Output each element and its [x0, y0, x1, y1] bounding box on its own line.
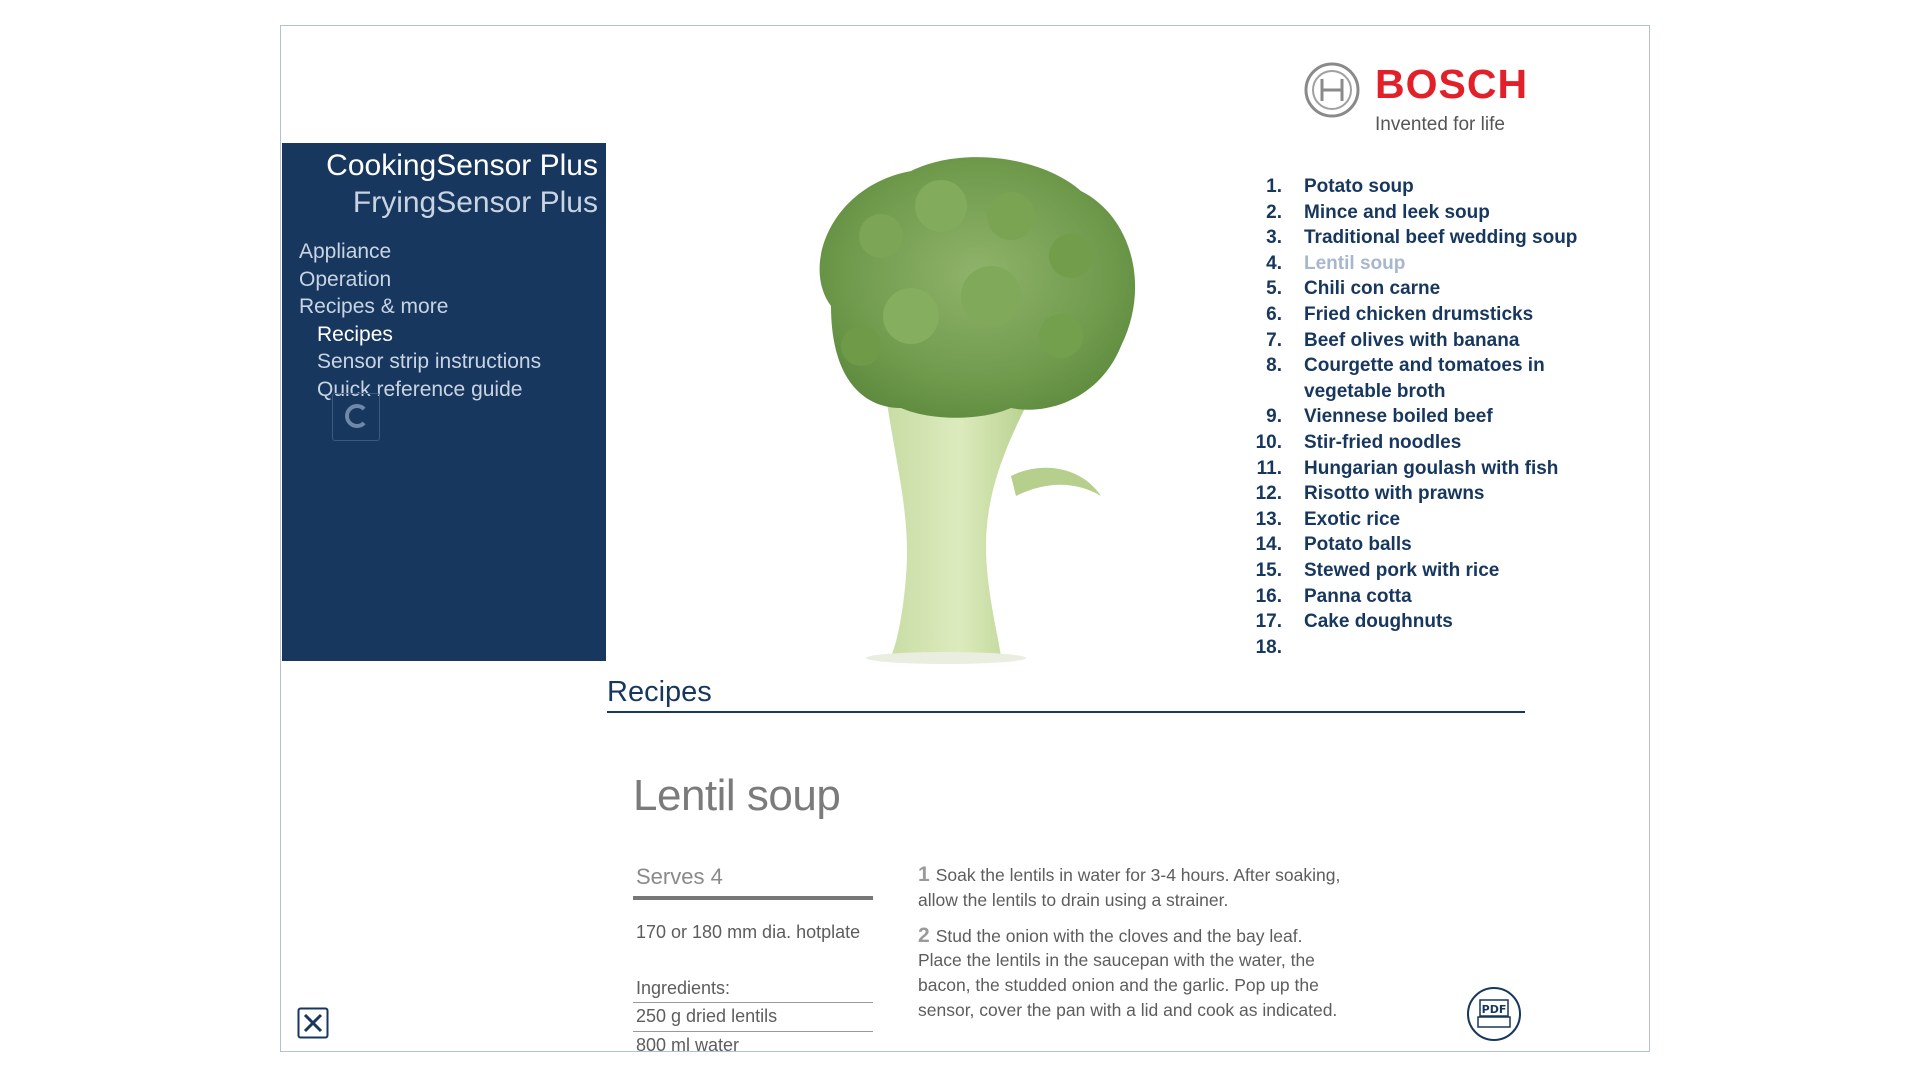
section-divider	[607, 711, 1525, 713]
nav-item-appliance[interactable]: Appliance	[299, 240, 392, 263]
recipe-item-lentil-soup[interactable]: 4. Lentil soup	[1266, 252, 1406, 274]
viewer-frame	[280, 25, 1650, 1052]
recipe-item-courgette-tomatoes[interactable]: 8. Courgette and tomatoes in vegetable broth	[1266, 355, 1545, 402]
recipe-item-beef-olives[interactable]: 7. Beef olives with banana	[1266, 329, 1520, 351]
brand-name: BOSCH	[1375, 61, 1529, 107]
recipe-item-hungarian-goulash[interactable]: 11. Hungarian goulash with fish	[1256, 457, 1559, 479]
recipe-item-risotto-prawns[interactable]: 12. Risotto with prawns	[1255, 483, 1485, 505]
ingredient-item: 800 ml water	[636, 1035, 740, 1051]
recipe-item-18[interactable]: 18.	[1255, 636, 1282, 658]
recipe-item-fried-chicken[interactable]: 6. Fried chicken drumsticks	[1266, 303, 1534, 325]
section-title: Recipes	[607, 676, 712, 708]
recipe-title: Lentil soup	[633, 771, 841, 820]
product-title-cooking-sensor: CookingSensor Plus	[326, 149, 598, 182]
ingredients-heading: Ingredients:	[636, 978, 731, 998]
svg-text:PDF: PDF	[1481, 1003, 1507, 1016]
recipe-item-exotic-rice[interactable]: 13. Exotic rice	[1255, 508, 1401, 530]
sidebar-nav	[299, 238, 541, 403]
nav-item-sensor-strip-instructions[interactable]: Sensor strip instructions	[317, 350, 542, 373]
serves-label: Serves 4	[636, 864, 723, 889]
recipe-item-beef-wedding-soup[interactable]: 3. Traditional beef wedding soup	[1266, 227, 1578, 249]
serves-divider	[633, 896, 873, 900]
product-title-frying-sensor: FryingSensor Plus	[352, 186, 598, 219]
bosch-logo-icon	[1303, 61, 1548, 141]
ingredients-divider	[633, 1031, 873, 1032]
recipe-item-stewed-pork[interactable]: 15. Stewed pork with rice	[1255, 559, 1500, 581]
nav-item-operation[interactable]: Operation	[299, 267, 392, 291]
recipe-item-cake-doughnuts[interactable]: 17. Cake doughnuts	[1255, 611, 1453, 633]
pdf-icon	[1466, 986, 1522, 1042]
recipe-item-potato-balls[interactable]: 14. Potato balls	[1255, 534, 1412, 556]
brand-tagline: Invented for life	[1375, 114, 1505, 135]
ingredient-item: 250 g dried lentils	[636, 1006, 778, 1026]
hotplate-size: 170 or 180 mm dia. hotplate	[636, 922, 861, 942]
pdf-download-button[interactable]	[1466, 986, 1522, 1042]
recipe-steps	[918, 863, 1348, 1034]
ingredients-divider	[633, 1002, 873, 1003]
recipe-item-stir-fried-noodles[interactable]: 10. Stir-fried noodles	[1255, 431, 1462, 453]
recipe-item-chili-con-carne[interactable]: 5. Chili con carne	[1266, 278, 1441, 300]
sidebar	[282, 143, 606, 661]
recipe-item-panna-cotta[interactable]: 16. Panna cotta	[1255, 585, 1412, 607]
nav-item-quick-reference-guide[interactable]: Quick reference guide	[317, 377, 523, 401]
recipe-item-potato-soup[interactable]: 1. Potato soup	[1266, 176, 1414, 197]
nav-item-recipes-more[interactable]: Recipes & more	[299, 295, 449, 318]
broccoli-image	[681, 146, 1231, 666]
close-icon	[297, 1007, 329, 1039]
recipe-list	[1236, 174, 1616, 666]
nav-item-recipes[interactable]: Recipes	[317, 322, 393, 346]
recipe-step: 2 Stud the onion with the cloves and the bay leaf. Place the lentils in the saucepan with the water, the bacon, the studded onion and the garlic. Pop up the sensor, cover the pan with a lid and cook as indicated.	[918, 923, 1338, 1020]
close-button[interactable]	[297, 1007, 329, 1039]
loading-spinner-icon	[332, 393, 380, 441]
recipe-document	[611, 746, 1441, 1051]
recipe-item-mince-leek-soup[interactable]: 2. Mince and leek soup	[1266, 201, 1490, 223]
recipe-item-viennese-beef[interactable]: 9. Viennese boiled beef	[1266, 406, 1493, 428]
recipe-step: 1 Soak the lentils in water for 3-4 hours. After soaking, allow the lentils to drain using a strainer.	[918, 863, 1341, 910]
